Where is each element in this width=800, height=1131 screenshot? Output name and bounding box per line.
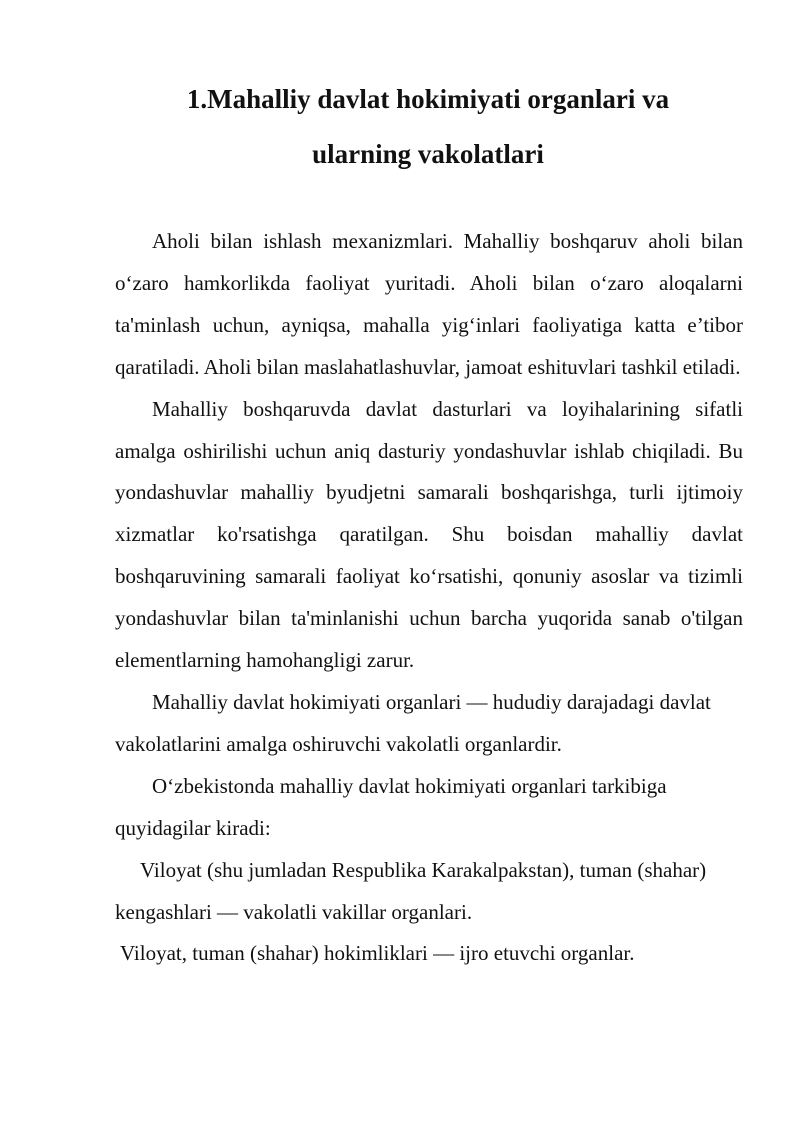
- paragraph-1: Aholi bilan ishlash mexanizmlari. Mahalliy boshqaruv aholi bilan o‘zaro hamkorlikda faoliyat yuritadi. Aholi bilan o‘zaro aloqalarni ta'minlash uchun, ayniqsa, mahalla yig‘inlari faoliyatiga katta e’tibor qaratiladi. Aholi bilan maslahatlashuvlar, jamoat eshituvlari tashkil etiladi.: [115, 229, 743, 379]
- paragraph-2: Mahalliy boshqaruvda davlat dasturlari va loyihalarining sifatli amalga oshirilishi uchun aniq dasturiy yondashuvlar ishlab chiqiladi. Bu yondashuvlar mahalliy byudjetni samarali boshqarishga, turli ijtimoiy xizmatlar ko'rsatishga qaratilgan. Shu boisdan mahalliy davlat boshqaruvining samarali faoliyat ko‘rsatishi, qonuniy asoslar va tizimli yondashuvlar bilan ta'minlanishi uchun barcha yuqorida sanab o'tilgan elementlarning hamohangligi zarur.: [115, 396, 743, 673]
- title-line-2: ularning vakolatlari: [312, 139, 544, 169]
- paragraph-3: Mahalliy davlat hokimiyati organlari — hududiy darajadagi davlat vakolatlarini amalga oshiruvchi vakolatli organlardir.: [115, 689, 711, 756]
- paragraph-4: O‘zbekistonda mahalliy davlat hokimiyati organlari tarkibiga quyidagilar kiradi:: [115, 773, 667, 840]
- paragraph-5: Viloyat (shu jumladan Respublika Karakalpakstan), tuman (shahar) kengashlari — vakolatli vakillar organlari.: [115, 857, 707, 924]
- paragraph-6: Viloyat, tuman (shahar) hokimliklari — ijro etuvchi organlar.: [120, 941, 635, 966]
- document-body: [115, 221, 743, 975]
- title-line-1: 1.Mahalliy davlat hokimiyati organlari va: [186, 84, 670, 114]
- page-title: [100, 72, 756, 182]
